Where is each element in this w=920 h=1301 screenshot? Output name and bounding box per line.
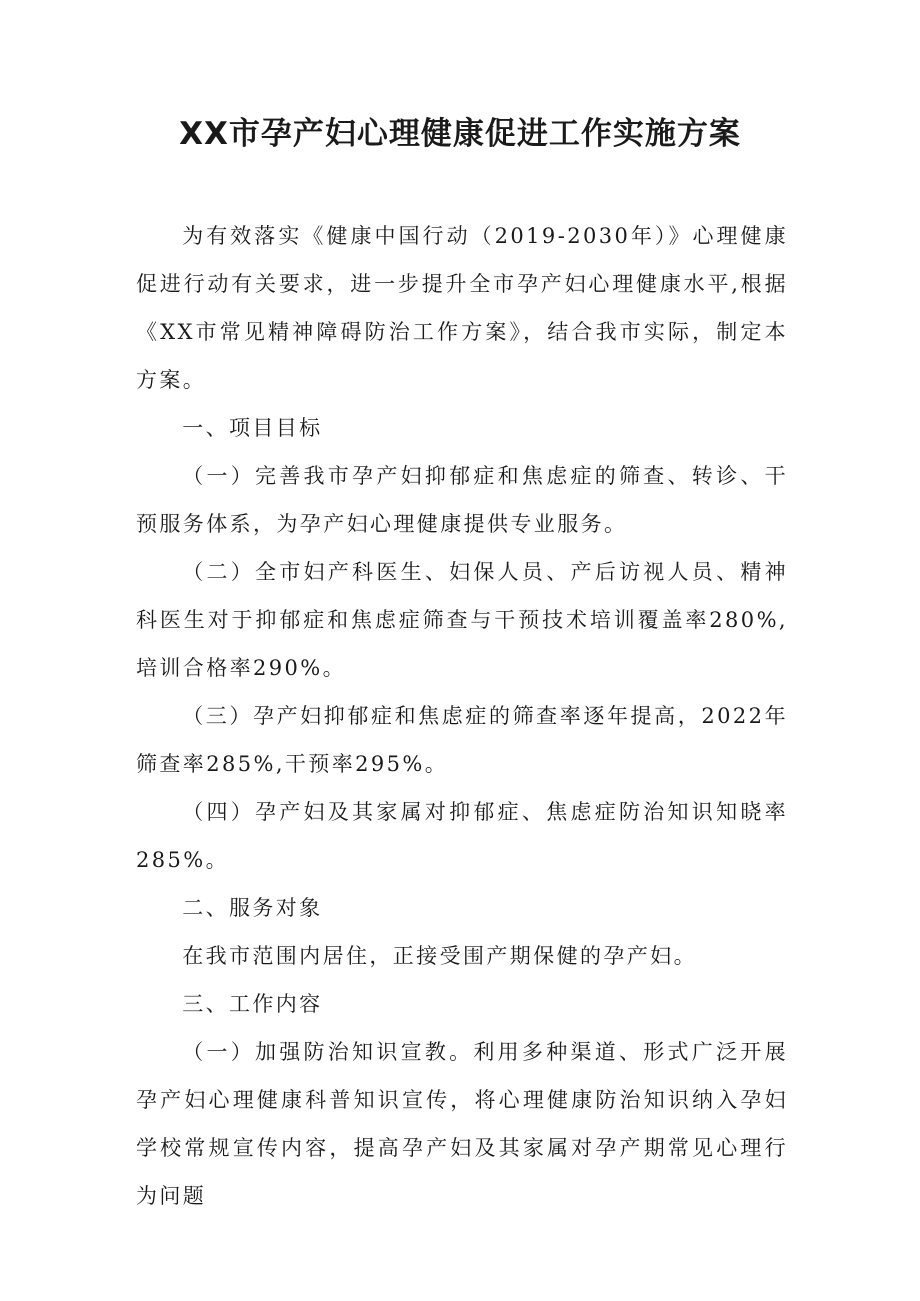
paragraph-goal-3: （三）孕产妇抑郁症和焦虑症的筛查率逐年提高，2022年筛查率285%,干预率295%。 — [136, 704, 788, 776]
heading-project-goals: 一、项目目标 — [182, 416, 323, 440]
paragraph-intro: 为有效落实《健康中国行动（2019-2030年）》心理健康促进行动有关要求，进一步提升全市孕产妇心理健康水平,根据《XX市常见精神障碍防治工作方案》，结合我市实际，制定本方案。 — [136, 224, 788, 392]
paragraph-service-targets: 在我市范围内居住，正接受围产期保健的孕产妇。 — [182, 944, 697, 968]
paragraph-goal-1: （一）完善我市孕产妇抑郁症和焦虑症的筛查、转诊、干预服务体系，为孕产妇心理健康提供专业服务。 — [136, 464, 788, 536]
paragraph-goal-2: （二）全市妇产科医生、妇保人员、产后访视人员、精神科医生对于抑郁症和焦虑症筛查与干预技术培训覆盖率280%,培训合格率290%。 — [136, 560, 788, 680]
heading-service-targets: 二、服务对象 — [182, 896, 323, 920]
document-body — [136, 212, 788, 1220]
heading-work-content: 三、工作内容 — [182, 992, 323, 1016]
document-title: XX市孕产妇心理健康促进工作实施方案 — [179, 116, 741, 152]
paragraph-goal-4: （四）孕产妇及其家属对抑郁症、焦虑症防治知识知晓率285%。 — [136, 800, 788, 872]
paragraph-work-1: （一）加强防治知识宣教。利用多种渠道、形式广泛开展孕产妇心理健康科普知识宣传，将心理健康防治知识纳入孕妇学校常规宣传内容，提高孕产妇及其家属对孕产期常见心理行为问题 — [136, 1040, 788, 1208]
